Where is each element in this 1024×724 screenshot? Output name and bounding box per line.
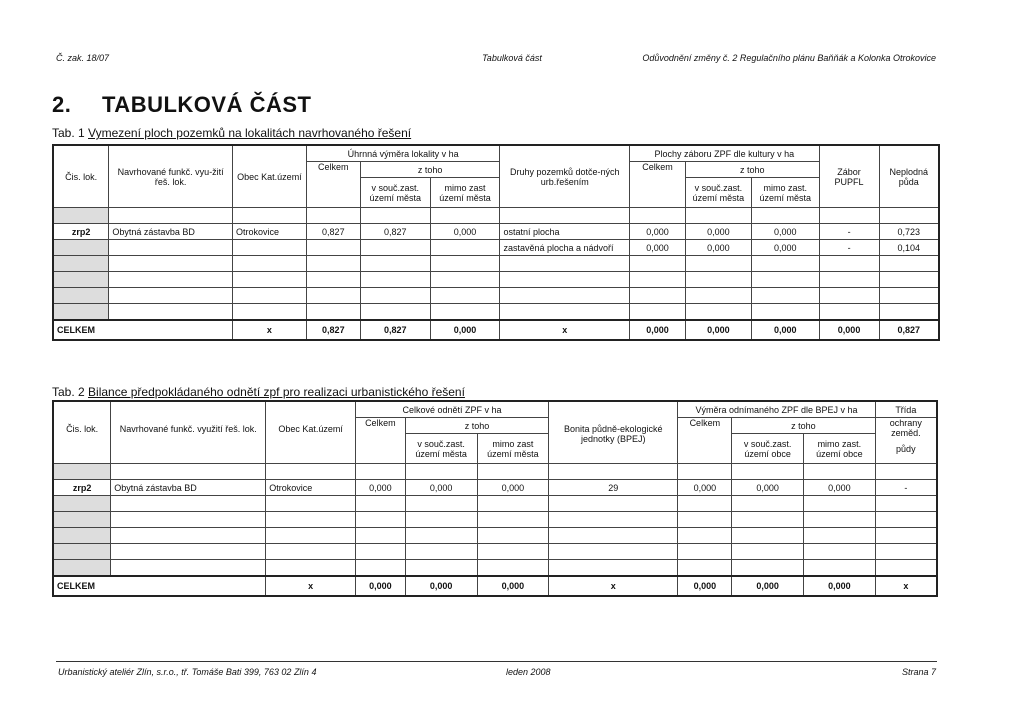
- t1-h-vsouc2: v souč.zast. území města: [685, 178, 751, 208]
- t2-h-trida-sub: [875, 418, 937, 464]
- t1-r2-zabor: -: [819, 240, 879, 256]
- t2-h-trida3: půdy: [896, 444, 916, 454]
- table-row: [53, 288, 939, 304]
- t2-r1-mimo: 0,000: [477, 480, 549, 496]
- t1-total-zpf: 0,000: [630, 320, 686, 340]
- header-left: Č. zak. 18/07: [56, 53, 110, 63]
- table2-caption-prefix: Tab. 2: [52, 385, 89, 399]
- footer-divider: [56, 661, 937, 662]
- t2-r1-v2: 0,000: [732, 480, 804, 496]
- table-row: [53, 528, 937, 544]
- table2-caption: [52, 385, 465, 399]
- t2-h-cis: Čis. lok.: [53, 401, 111, 464]
- t1-total-celkem: 0,827: [306, 320, 360, 340]
- page-title: [52, 92, 311, 118]
- t2-h-vsouc2: v souč.zast. území obce: [732, 434, 804, 464]
- table-row: [53, 480, 937, 496]
- table-row: [53, 496, 937, 512]
- t1-r1-navrh: Obytná zástavba BD: [109, 224, 233, 240]
- table-row: [53, 512, 937, 528]
- t1-total-druhy: x: [500, 320, 630, 340]
- t1-total-neplodna: 0,827: [879, 320, 939, 340]
- t2-h-mimo2: mimo zast. území obce: [804, 434, 876, 464]
- t1-total-vsouc: 0,827: [360, 320, 430, 340]
- t2-total-bonita: x: [549, 576, 678, 596]
- t2-h-mimo: mimo zast území města: [477, 434, 549, 464]
- table-row: [53, 208, 939, 224]
- t1-r1-celkem: 0,827: [306, 224, 360, 240]
- t1-h-ztoho: z toho: [360, 162, 500, 178]
- t1-r1-zpf: 0,000: [630, 224, 686, 240]
- t2-h-celkove: Celkové odnětí ZPF v ha: [355, 401, 548, 418]
- section-number: 2.: [52, 92, 72, 117]
- t2-total-vsouc: 0,000: [405, 576, 477, 596]
- t1-total-label: CELKEM: [53, 320, 232, 340]
- section-title: TABULKOVÁ ČÁST: [102, 92, 312, 117]
- t1-r1-zpf-m: 0,000: [751, 224, 819, 240]
- t1-r2-neplodna: 0,104: [879, 240, 939, 256]
- t1-h-celkem2: Celkem: [630, 162, 686, 208]
- table2-caption-text: Bilance předpokládaného odnětí zpf pro realizaci urbanistického řešení: [88, 385, 465, 399]
- t2-h-bonita: Bonita půdně-ekologické jednotky (BPEJ): [549, 401, 678, 464]
- t2-h-obec: Obec Kat.území: [266, 401, 356, 464]
- t1-r2-zpf-v: 0,000: [685, 240, 751, 256]
- table-row: [53, 304, 939, 321]
- t1-total-zabor: 0,000: [819, 320, 879, 340]
- t1-r1-mimo: 0,000: [430, 224, 500, 240]
- t1-r2-zpf: 0,000: [630, 240, 686, 256]
- header-right: Odůvodnění změny č. 2 Regulačního plánu Baňňák a Kolonka Otrokovice: [642, 53, 936, 63]
- t1-r2-druhy: zastavěná plocha a nádvoří: [500, 240, 630, 256]
- table2: [52, 400, 938, 597]
- table1: [52, 144, 940, 341]
- t2-r1-bonita: 29: [549, 480, 678, 496]
- t2-r1-navrh: Obytná zástavba BD: [111, 480, 266, 496]
- t1-h-celkem: Celkem: [306, 162, 360, 208]
- table-row: [53, 256, 939, 272]
- t1-r1-zpf-v: 0,000: [685, 224, 751, 240]
- t2-r1-c2: 0,000: [678, 480, 732, 496]
- footer-center: leden 2008: [506, 667, 551, 677]
- t2-total-v2: 0,000: [732, 576, 804, 596]
- t2-h-celkem: Celkem: [355, 418, 405, 464]
- t2-h-navrh: Navrhované funkč. využití řeš. lok.: [111, 401, 266, 464]
- t1-h-zabor: Zábor PUPFL: [819, 145, 879, 208]
- t1-r1-zabor: -: [819, 224, 879, 240]
- table1-caption-prefix: Tab. 1: [52, 126, 89, 140]
- t2-total-label: CELKEM: [53, 576, 266, 596]
- table-row: [53, 560, 937, 577]
- table-row: [53, 240, 939, 256]
- t1-r1-druhy: ostatní plocha: [500, 224, 630, 240]
- table-row: [53, 464, 937, 480]
- t2-total-trida: x: [875, 576, 937, 596]
- table-row-total: [53, 576, 937, 596]
- t2-h-ztoho: z toho: [405, 418, 548, 434]
- t1-r2-zpf-m: 0,000: [751, 240, 819, 256]
- t1-r1-vsouc: 0,827: [360, 224, 430, 240]
- t2-r1-vsouc: 0,000: [405, 480, 477, 496]
- t2-r1-m2: 0,000: [804, 480, 876, 496]
- t1-h-plochy: Plochy záboru ZPF dle kultury v ha: [630, 145, 820, 162]
- t1-total-zpf-m: 0,000: [751, 320, 819, 340]
- t1-h-ztoho2: z toho: [685, 162, 819, 178]
- table-row: [53, 224, 939, 240]
- t1-total-mimo: 0,000: [430, 320, 500, 340]
- table-row: [53, 544, 937, 560]
- t1-h-neplodna: Neplodná půda: [879, 145, 939, 208]
- t2-r1-obec: Otrokovice: [266, 480, 356, 496]
- footer-left: Urbanistický ateliér Zlín, s.r.o., tř. Tomáše Bati 399, 763 02 Zlín 4: [58, 667, 317, 677]
- table1-caption-text: Vymezení ploch pozemků na lokalitách navrhovaného řešení: [88, 126, 412, 140]
- t1-h-navrh: Navrhované funkč. vyu-žití řeš. lok.: [109, 145, 233, 208]
- table-row-total: [53, 320, 939, 340]
- t1-h-druhy: Druhy pozemků dotče-ných urb.řešením: [500, 145, 630, 208]
- t1-total-obec: x: [232, 320, 306, 340]
- t2-h-celkem2: Celkem: [678, 418, 732, 464]
- t1-total-zpf-v: 0,000: [685, 320, 751, 340]
- t2-total-mimo: 0,000: [477, 576, 549, 596]
- t1-r1-lok: zrp2: [53, 224, 109, 240]
- t1-h-uhrnna: Úhrnná výměra lokality v ha: [306, 145, 500, 162]
- t2-h-ztoho2: z toho: [732, 418, 875, 434]
- t2-r1-trida: -: [875, 480, 937, 496]
- t1-h-mimo2: mimo zast. území města: [751, 178, 819, 208]
- t2-h-vsouc: v souč.zast. území města: [405, 434, 477, 464]
- t1-h-cis: Čis. lok.: [53, 145, 109, 208]
- t1-h-obec: Obec Kat.území: [232, 145, 306, 208]
- header-center: Tabulková část: [482, 53, 542, 63]
- t1-r1-neplodna: 0,723: [879, 224, 939, 240]
- t1-h-vsouc: v souč.zast. území města: [360, 178, 430, 208]
- t2-h-trida: Třída: [875, 401, 937, 418]
- t2-r1-celkem: 0,000: [355, 480, 405, 496]
- table1-caption: [52, 126, 411, 140]
- t2-total-c2: 0,000: [678, 576, 732, 596]
- table-row: [53, 272, 939, 288]
- t2-total-m2: 0,000: [804, 576, 876, 596]
- t2-r1-lok: zrp2: [53, 480, 111, 496]
- t2-total-celkem: 0,000: [355, 576, 405, 596]
- t2-h-vymera: Výměra odnímaného ZPF dle BPEJ v ha: [678, 401, 875, 418]
- t1-h-mimo: mimo zast území města: [430, 178, 500, 208]
- t2-h-trida2: ochrany zeměd.: [889, 418, 922, 438]
- footer-right: Strana 7: [901, 667, 936, 677]
- t2-total-obec: x: [266, 576, 356, 596]
- t1-r1-obec: Otrokovice: [232, 224, 306, 240]
